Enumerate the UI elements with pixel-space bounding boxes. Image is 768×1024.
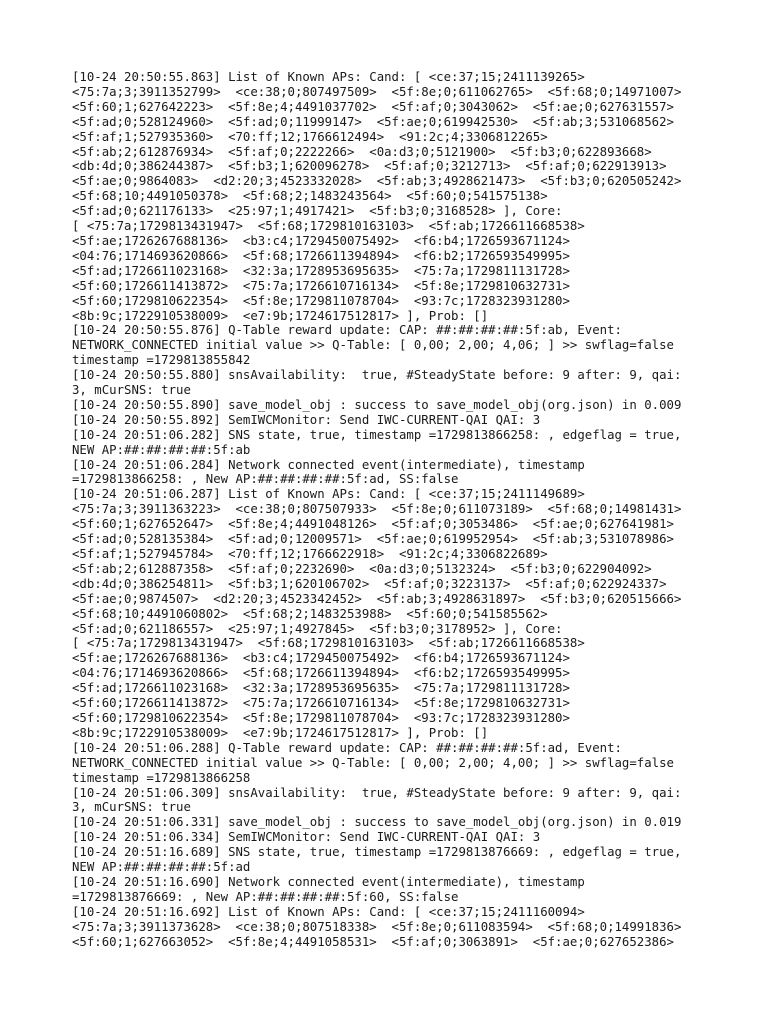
log-line: [10-24 20:51:06.282] SNS state, true, timestamp =1729813866258: , edgeflag = true, bbox=[72, 427, 682, 442]
log-line: [ <75:7a;1729813431947> <5f:68;1729810163103> <5f:ab;1726611668538> bbox=[72, 219, 585, 234]
log-line: [10-24 20:51:16.692] List of Known APs: Cand: [ <ce:37;15;2411160094> bbox=[72, 904, 585, 919]
log-line: <5f:60;1;627642223> <5f:8e;4;4491037702> <5f:af;0;3043062> <5f:ae;0;627631557> bbox=[72, 99, 674, 114]
log-line: <5f:60;1;627652647> <5f:8e;4;4491048126> <5f:af;0;3053486> <5f:ae;0;627641981> bbox=[72, 517, 674, 532]
log-line: <5f:ad;0;528124960> <5f:ad;0;11999147> <5f:ae;0;619942530> <5f:ab;3;531068562> bbox=[72, 114, 674, 129]
log-line: <5f:ae;0;9864083> <d2:20;3;4523332028> <5f:ab;3;4928621473> <5f:b3;0;620505242> bbox=[72, 174, 682, 189]
log-line: <5f:68;10;4491060802> <5f:68;2;1483253988> <5f:60;0;541585562> bbox=[72, 606, 548, 621]
log-line: <5f:ad;0;621176133> <25:97;1;4917421> <5f:b3;0;3168528> ], Core: bbox=[72, 204, 563, 219]
log-line: [10-24 20:50:55.880] snsAvailability: true, #SteadyState before: 9 after: 9, qai: bbox=[72, 368, 682, 383]
log-line: <8b:9c;1722910538009> <e7:9b;1724617512817> ], Prob: [] bbox=[72, 308, 489, 323]
log-line: <04:76;1714693620866> <5f:68;1726611394894> <f6:b2;1726593549995> bbox=[72, 666, 570, 681]
log-line: 3, mCurSNS: true bbox=[72, 800, 191, 815]
log-line: <5f:ae;0;9874507> <d2:20;3;4523342452> <5f:ab;3;4928631897> <5f:b3;0;620515666> bbox=[72, 591, 682, 606]
log-line: <5f:60;1726611413872> <75:7a;1726610716134> <5f:8e;1729810632731> bbox=[72, 696, 570, 711]
log-line: [10-24 20:51:16.689] SNS state, true, timestamp =1729813876669: , edgeflag = true, bbox=[72, 845, 682, 860]
log-line: [10-24 20:50:55.892] SemIWCMonitor: Send IWC-CURRENT-QAI QAI: 3 bbox=[72, 412, 541, 427]
log-line: <5f:ab;2;612876934> <5f:af;0;2222266> <0a:d3;0;5121900> <5f:b3;0;622893668> bbox=[72, 144, 652, 159]
log-line: 3, mCurSNS: true bbox=[72, 383, 191, 398]
log-line: <5f:60;1;627663052> <5f:8e;4;4491058531> <5f:af;0;3063891> <5f:ae;0;627652386> bbox=[72, 934, 674, 949]
log-line: <5f:ae;1726267688136> <b3:c4;1729450075492> <f6:b4;1726593671124> bbox=[72, 233, 570, 248]
log-line: timestamp =1729813866258 bbox=[72, 770, 251, 785]
log-line: <5f:ad;1726611023168> <32:3a;1728953695635> <75:7a;1729811131728> bbox=[72, 263, 570, 278]
log-line: =1729813876669: , New AP:##:##:##:##:5f:60, SS:false bbox=[72, 889, 459, 904]
log-line: <db:4d;0;386244387> <5f:b3;1;620096278> <5f:af;0;3212713> <5f:af;0;622913913> bbox=[72, 159, 667, 174]
log-line: <5f:ab;2;612887358> <5f:af;0;2232690> <0a:d3;0;5132324> <5f:b3;0;622904092> bbox=[72, 561, 652, 576]
log-line: =1729813866258: , New AP:##:##:##:##:5f:ad, SS:false bbox=[72, 472, 459, 487]
log-line: [10-24 20:51:06.284] Network connected event(intermediate), timestamp bbox=[72, 457, 585, 472]
log-text bbox=[72, 70, 748, 949]
log-line: <04:76;1714693620866> <5f:68;1726611394894> <f6:b2;1726593549995> bbox=[72, 248, 570, 263]
log-line: <db:4d;0;386254811> <5f:b3;1;620106702> <5f:af;0;3223137> <5f:af;0;622924337> bbox=[72, 576, 667, 591]
log-line: <5f:60;1729810622354> <5f:8e;1729811078704> <93:7c;1728323931280> bbox=[72, 293, 570, 308]
log-line: <5f:ad;1726611023168> <32:3a;1728953695635> <75:7a;1729811131728> bbox=[72, 681, 570, 696]
log-line: <5f:af;1;527945784> <70:ff;12;1766622918> <91:2c;4;3306822689> bbox=[72, 547, 548, 561]
log-line: NETWORK_CONNECTED initial value >> Q-Table: [ 0,00; 2,00; 4,06; ] >> swflag=false bbox=[72, 338, 674, 353]
log-line: <5f:60;1729810622354> <5f:8e;1729811078704> <93:7c;1728323931280> bbox=[72, 710, 570, 725]
log-line: [10-24 20:51:06.309] snsAvailability: true, #SteadyState before: 9 after: 9, qai: bbox=[72, 785, 682, 800]
log-line: [10-24 20:50:55.890] save_model_obj : success to save_model_obj(org.json) in 0.009 bbox=[72, 397, 682, 412]
log-line: [ <75:7a;1729813431947> <5f:68;1729810163103> <5f:ab;1726611668538> bbox=[72, 636, 585, 651]
log-line: <75:7a;3;3911352799> <ce:38;0;807497509> <5f:8e;0;611062765> <5f:68;0;14971007> bbox=[72, 84, 682, 99]
log-line: NETWORK_CONNECTED initial value >> Q-Table: [ 0,00; 2,00; 4,00; ] >> swflag=false bbox=[72, 755, 674, 770]
log-line: [10-24 20:51:16.690] Network connected event(intermediate), timestamp bbox=[72, 874, 585, 889]
log-line: NEW AP:##:##:##:##:5f:ad bbox=[72, 860, 251, 875]
log-line: <5f:af;1;527935360> <70:ff;12;1766612494> <91:2c;4;3306812265> bbox=[72, 129, 548, 144]
log-line: NEW AP:##:##:##:##:5f:ab bbox=[72, 442, 251, 457]
log-line: [10-24 20:50:55.876] Q-Table reward update: CAP: ##:##:##:##:5f:ab, Event: bbox=[72, 323, 622, 338]
log-line: <5f:ad;0;528135384> <5f:ad;0;12009571> <5f:ae;0;619952954> <5f:ab;3;531078986> bbox=[72, 532, 674, 547]
log-line: [10-24 20:50:55.863] List of Known APs: Cand: [ <ce:37;15;2411139265> bbox=[72, 70, 585, 84]
log-line: <8b:9c;1722910538009> <e7:9b;1724617512817> ], Prob: [] bbox=[72, 725, 489, 740]
log-line: timestamp =1729813855842 bbox=[72, 353, 251, 368]
log-line: [10-24 20:51:06.288] Q-Table reward update: CAP: ##:##:##:##:5f:ad, Event: bbox=[72, 740, 622, 755]
log-line: <75:7a;3;3911373628> <ce:38;0;807518338> <5f:8e;0;611083594> <5f:68;0;14991836> bbox=[72, 919, 682, 934]
log-line: <75:7a;3;3911363223> <ce:38;0;807507933> <5f:8e;0;611073189> <5f:68;0;14981431> bbox=[72, 502, 682, 517]
log-line: [10-24 20:51:06.331] save_model_obj : success to save_model_obj(org.json) in 0.019 bbox=[72, 815, 682, 830]
log-line: <5f:ad;0;621186557> <25:97;1;4927845> <5f:b3;0;3178952> ], Core: bbox=[72, 621, 563, 636]
log-line: [10-24 20:51:06.287] List of Known APs: Cand: [ <ce:37;15;2411149689> bbox=[72, 487, 585, 502]
log-line: <5f:60;1726611413872> <75:7a;1726610716134> <5f:8e;1729810632731> bbox=[72, 278, 570, 293]
log-line: [10-24 20:51:06.334] SemIWCMonitor: Send IWC-CURRENT-QAI QAI: 3 bbox=[72, 830, 541, 845]
log-line: <5f:ae;1726267688136> <b3:c4;1729450075492> <f6:b4;1726593671124> bbox=[72, 651, 570, 666]
log-line: <5f:68;10;4491050378> <5f:68;2;1483243564> <5f:60;0;541575138> bbox=[72, 189, 548, 204]
